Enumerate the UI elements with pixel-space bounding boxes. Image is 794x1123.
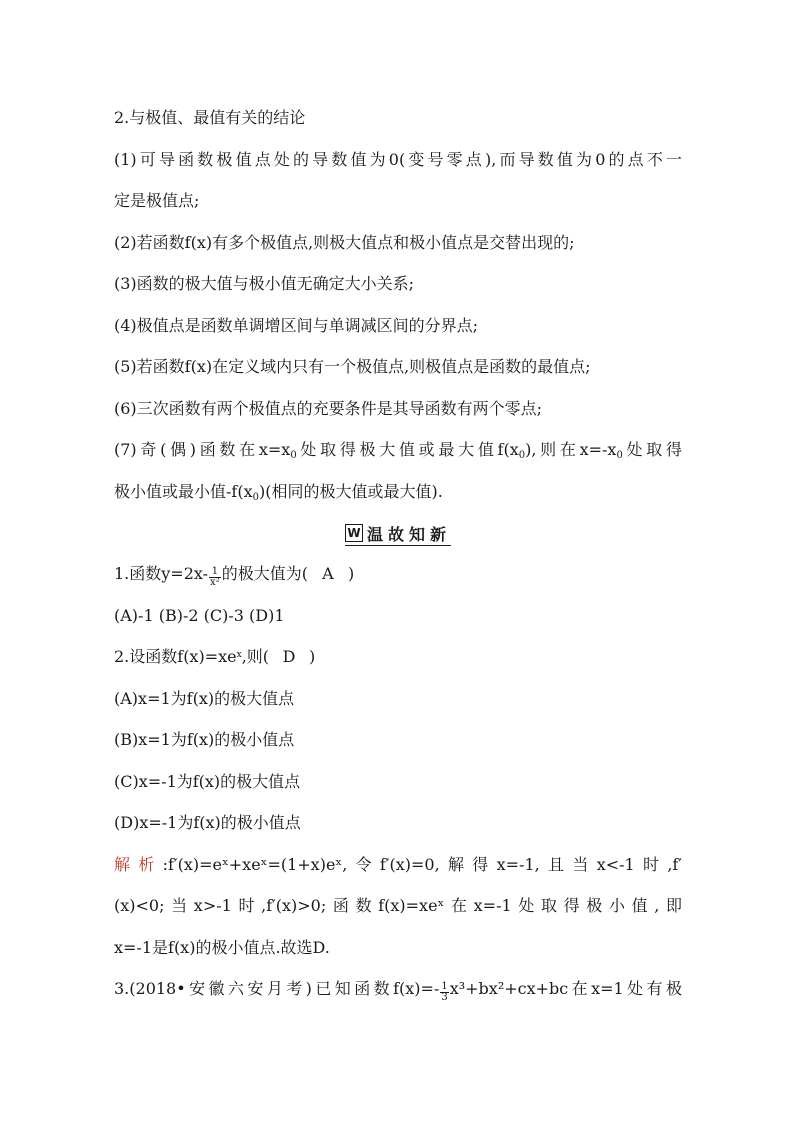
conclusion-item-6: (6)三次函数有两个极值点的充要条件是其导函数有两个零点; [114,399,543,418]
item7-text-a: (7)奇(偶)函数在x=x [114,440,291,459]
section-header [345,522,451,546]
question-2-analysis-1 [114,853,682,877]
item7-text-d: 处取得 [622,440,682,459]
question-2-option-c: (C)x=-1为f(x)的极大值点 [114,772,301,791]
w-badge-icon: W [345,524,363,542]
q1-close: ) [347,564,355,583]
q3-frac-denominator: 3 [441,992,448,1003]
item7-subscript-2: 0 [518,450,526,461]
question-3-stem [114,977,682,1003]
section-title: 温故知新 [367,524,452,544]
conclusion-item-7-cont [114,480,443,504]
q1-answer: A [322,564,334,583]
q3-frac-numerator: 1 [441,981,448,992]
q1-frac-numerator: 1 [209,567,221,578]
analysis-label: 解析 [114,855,163,874]
conclusion-item-4: (4)极值点是函数单调增区间与单调减区间的分界点; [114,316,479,335]
item7-text-c: ),则在x=-x [525,440,617,459]
question-1-options: (A)-1 (B)-2 (C)-3 (D)1 [114,606,285,625]
item7-subscript-3: 0 [616,450,623,461]
conclusion-item-3: (3)函数的极大值与极小值无确定大小关系; [114,274,415,293]
conclusion-item-7 [114,438,682,462]
question-2-analysis-3: x=-1是f(x)的极小值点.故选D. [114,938,330,957]
q1-frac-denominator: x² [210,577,220,588]
conclusion-item-5: (5)若函数f(x)在定义域内只有一个极值点,则极值点是函数的最值点; [114,357,591,376]
conclusion-item-1-cont: 定是极值点; [114,191,200,210]
conclusions-heading: 2.与极值、最值有关的结论 [114,108,306,127]
q3-fraction [440,982,448,1003]
question-2-stem [114,645,315,669]
q2-text-b: ,则( [241,647,270,666]
question-2-option-d: (D)x=-1为f(x)的极小值点 [114,813,301,832]
item7-text-b: 处取得极大值或最大值f(x [296,440,519,459]
q1-text-a: 1.函数y=2x- [114,564,209,583]
q1-text-b: 的极大值为( [221,564,308,583]
q2-answer: D [282,647,296,666]
item7-subscript-1: 0 [290,450,297,461]
q3-text-a: 3.(2018•安徽六安月考)已知函数f(x)=- [114,979,440,998]
question-2-option-b: (B)x=1为f(x)的极小值点 [114,730,295,749]
q3-text-b: x³+bx²+cx+bc在x=1处有极 [449,979,682,998]
item7-cont-text-a: 极小值或最小值-f(x [114,482,253,501]
conclusion-item-1: (1)可导函数极值点处的导数值为0(变号零点),而导数值为0的点不一 [114,150,682,169]
item7-cont-subscript: 0 [252,492,259,503]
q1-fraction [209,567,221,588]
question-1-stem [114,562,354,588]
item7-cont-text-b: )(相同的极大值或最大值). [258,482,443,501]
analysis-text-1: :f′(x)=eˣ+xeˣ=(1+x)eˣ,令f′(x)=0,解得x=-1,且当x<-1时,f′ [162,855,682,874]
question-2-analysis-2: (x)<0;当x>-1时,f′(x)>0;函数f(x)=xeˣ在x=-1处取得极小值,即 [114,896,682,915]
q2-superscript: x [236,650,242,660]
q2-close: ) [309,647,316,666]
q2-text-a: 2.设函数f(x)=xe [114,647,237,666]
conclusion-item-2: (2)若函数f(x)有多个极值点,则极大值点和极小值点是交替出现的; [114,233,575,252]
question-2-option-a: (A)x=1为f(x)的极大值点 [114,689,295,708]
